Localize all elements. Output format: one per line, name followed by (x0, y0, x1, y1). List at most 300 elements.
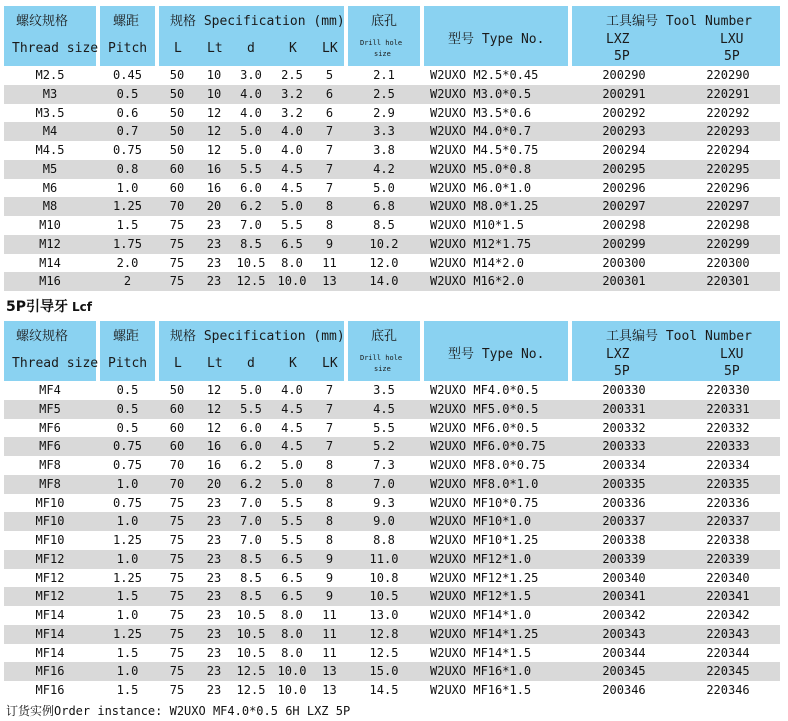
K-cell: 10.0 (277, 274, 307, 289)
type-no-cell: W2UXO MF8.0*1.0 (430, 476, 539, 491)
LK-cell: 11 (322, 608, 337, 622)
col-L: L (174, 41, 182, 56)
table-row (4, 437, 780, 456)
lxz-number-cell: 200291 (602, 86, 646, 101)
drill-hole-cell: 2.5 (373, 86, 395, 101)
col-K: K (289, 356, 297, 371)
table-row (4, 254, 780, 273)
Lt-cell: 23 (206, 626, 222, 641)
lxu-number-cell: 220301 (706, 274, 750, 289)
LK-cell: 9 (325, 551, 334, 566)
K-cell: 4.0 (281, 143, 303, 157)
thread-size-cell: MF8 (39, 458, 61, 472)
thread-size-cell: MF16 (35, 683, 65, 697)
pitch-cell: 1.0 (116, 551, 139, 566)
K-cell: 6.5 (281, 589, 303, 604)
lxu-number-cell: 220344 (706, 645, 750, 660)
lxz-number-cell: 200299 (602, 236, 646, 251)
drill-hole-cell: 5.0 (373, 180, 395, 195)
type-no-cell: W2UXO MF6.0*0.5 (430, 420, 539, 435)
d-cell: 12.5 (236, 683, 266, 697)
d-cell: 7.0 (240, 533, 262, 547)
lxz-number-cell: 200344 (602, 645, 646, 660)
d-cell: 7.0 (240, 218, 262, 232)
type-no-cell: W2UXO M8.0*1.25 (430, 199, 539, 214)
lxz-number-cell: 200297 (602, 199, 646, 214)
K-cell: 4.0 (281, 124, 303, 139)
d-cell: 5.5 (240, 401, 262, 416)
lxz-number-cell: 200300 (602, 255, 646, 270)
type-no-cell: W2UXO M10*1.5 (430, 218, 524, 232)
pitch-cell: 0.5 (116, 401, 139, 416)
thread-size-cell: MF6 (39, 420, 61, 435)
L-cell: 75 (169, 236, 185, 251)
type-no-cell: W2UXO M3.0*0.5 (430, 86, 532, 101)
drill-hole-cn: 底孔 (371, 329, 398, 344)
table-header (4, 321, 780, 381)
thread-size-en: Thread size (12, 356, 99, 371)
drill-hole-cell: 5.2 (373, 439, 395, 454)
lxz-number-cell: 200338 (602, 533, 646, 547)
lxz-number-cell: 200343 (602, 626, 646, 641)
LK-cell: 13 (322, 664, 337, 679)
drill-hole-cell: 10.2 (369, 236, 399, 251)
lxu-label: LXU (720, 347, 744, 362)
section-subtitle: Lcf (72, 300, 92, 314)
section-title (6, 296, 92, 316)
drill-hole-cell: 9.3 (373, 495, 395, 510)
lxz-number-cell: 200341 (602, 589, 646, 604)
type-no-cell: W2UXO M16*2.0 (430, 274, 524, 289)
Lt-cell: 23 (206, 608, 222, 622)
L-cell: 70 (169, 476, 185, 491)
lxz-number-cell: 200335 (602, 476, 646, 491)
drill-hole-cell: 14.0 (369, 274, 399, 289)
K-cell: 4.5 (281, 180, 303, 195)
lxz-number-cell: 200301 (602, 274, 646, 289)
lxz-number-cell: 200334 (602, 458, 646, 472)
Lt-cell: 10 (206, 68, 222, 82)
d-cell: 8.5 (240, 236, 262, 251)
thread-size-cell: MF12 (35, 570, 65, 585)
d-cell: 6.2 (240, 476, 262, 491)
drill-hole-cell: 8.8 (373, 533, 395, 547)
K-cell: 5.0 (281, 199, 303, 214)
table-row (4, 419, 780, 438)
drill-hole-size: size (374, 365, 391, 373)
type-no-cell: W2UXO M3.5*0.6 (430, 105, 532, 120)
lxu-number-cell: 220333 (706, 439, 750, 454)
lxu-number-cell: 220346 (706, 683, 750, 697)
lxz-number-cell: 200336 (602, 495, 646, 510)
d-cell: 8.5 (240, 589, 262, 604)
d-cell: 10.5 (236, 626, 266, 641)
table-row (4, 381, 780, 400)
thread-size-cell: MF14 (35, 626, 65, 641)
table-row (4, 644, 780, 663)
thread-size-cell: M10 (39, 218, 61, 232)
Lt-cell: 23 (206, 551, 222, 566)
type-no-cell: W2UXO MF16*1.5 (430, 683, 532, 697)
L-cell: 50 (169, 68, 185, 82)
table-row (4, 512, 780, 531)
L-cell: 75 (169, 683, 185, 697)
d-cell: 4.0 (240, 105, 262, 120)
drill-hole-cell: 6.8 (373, 199, 395, 214)
LK-cell: 7 (325, 180, 334, 195)
table-row (4, 122, 780, 141)
d-cell: 4.0 (240, 86, 262, 101)
pitch-en: Pitch (108, 41, 148, 56)
d-cell: 12.5 (236, 664, 266, 679)
Lt-cell: 16 (206, 458, 222, 472)
type-no-cell: W2UXO M6.0*1.0 (430, 180, 532, 195)
drill-hole-cell: 2.1 (373, 68, 395, 82)
lxz-number-cell: 200332 (602, 420, 646, 435)
LK-cell: 11 (322, 645, 337, 660)
thread-size-cell: M8 (42, 199, 58, 214)
K-cell: 4.5 (281, 401, 303, 416)
col-d: d (247, 41, 255, 56)
Lt-cell: 12 (206, 401, 222, 416)
pitch-cell: 1.25 (113, 570, 142, 585)
d-cell: 6.0 (240, 439, 262, 454)
lxu-number-cell: 220343 (706, 626, 750, 641)
d-cell: 12.5 (236, 274, 266, 289)
lxz-number-cell: 200333 (602, 439, 646, 454)
L-cell: 75 (169, 514, 185, 529)
table-row (4, 66, 780, 85)
d-cell: 7.0 (240, 495, 262, 510)
table-row (4, 216, 780, 235)
K-cell: 3.2 (281, 105, 303, 120)
drill-hole-cell: 15.0 (369, 664, 399, 679)
table-header (4, 6, 780, 66)
LK-cell: 8 (325, 495, 334, 510)
L-cell: 50 (169, 105, 185, 120)
d-cell: 5.0 (240, 143, 262, 157)
table-row (4, 104, 780, 123)
thread-size-cell: MF6 (39, 439, 61, 454)
lxu-number-cell: 220294 (706, 143, 750, 157)
lxu-number-cell: 220290 (706, 68, 750, 82)
pitch-cell: 1.0 (116, 514, 139, 529)
LK-cell: 5 (325, 68, 334, 82)
LK-cell: 9 (325, 236, 334, 251)
Lt-cell: 23 (206, 533, 222, 547)
pitch-cn: 螺距 (113, 14, 140, 29)
drill-hole-cell: 10.8 (369, 570, 399, 585)
LK-cell: 7 (325, 439, 334, 454)
K-cell: 8.0 (281, 645, 303, 660)
table-body (4, 381, 780, 700)
thread-size-cell: MF4 (39, 383, 61, 397)
pitch-cn: 螺距 (113, 329, 140, 344)
type-no: 型号 Type No. (448, 347, 545, 362)
pitch-cell: 1.25 (113, 626, 142, 641)
pitch-cell: 1.0 (116, 664, 139, 679)
d-cell: 10.5 (236, 608, 266, 622)
lxz-number-cell: 200296 (602, 180, 646, 195)
K-cell: 6.5 (281, 551, 303, 566)
lxz-number-cell: 200295 (602, 161, 646, 176)
lxu-number-cell: 220297 (706, 199, 750, 214)
pitch-cell: 0.8 (116, 161, 139, 176)
table-row (4, 606, 780, 625)
L-cell: 50 (169, 86, 185, 101)
type-no-cell: W2UXO MF16*1.0 (430, 664, 532, 679)
lxu-number-cell: 220338 (706, 533, 750, 547)
L-cell: 75 (169, 589, 185, 604)
spec-label: 规格 Specification (mm) (170, 14, 345, 29)
lxu-number-cell: 220334 (706, 458, 750, 472)
Lt-cell: 16 (206, 439, 222, 454)
K-cell: 10.0 (277, 683, 307, 697)
type-no-cell: W2UXO MF14*1.5 (430, 645, 532, 660)
LK-cell: 8 (325, 514, 334, 529)
table-row (4, 197, 780, 216)
thread-size-cell: MF8 (39, 476, 61, 491)
table-body (4, 66, 780, 291)
lxz-5p: 5P (614, 49, 630, 64)
Lt-cell: 12 (206, 124, 222, 139)
type-no-cell: W2UXO MF12*1.5 (430, 589, 532, 604)
pitch-cell: 0.5 (116, 383, 139, 397)
pitch-cell: 0.7 (116, 124, 139, 139)
pitch-cell: 0.45 (113, 68, 142, 82)
type-no-cell: W2UXO MF6.0*0.75 (430, 439, 546, 454)
lxu-number-cell: 220330 (706, 383, 750, 397)
thread-size-cell: M5 (42, 161, 58, 176)
pitch-cell: 1.0 (116, 608, 139, 622)
drill-hole-en: Drill hole (360, 354, 403, 362)
table-row (4, 681, 780, 700)
L-cell: 70 (169, 458, 185, 472)
drill-hole-cell: 9.0 (373, 514, 395, 529)
lxz-number-cell: 200292 (602, 105, 646, 120)
table-row (4, 179, 780, 198)
type-no-cell: W2UXO MF10*0.75 (430, 495, 539, 510)
type-no-cell: W2UXO MF12*1.0 (430, 551, 532, 566)
drill-hole-cell: 2.9 (373, 105, 395, 120)
drill-hole-cell: 5.5 (373, 420, 395, 435)
Lt-cell: 23 (206, 495, 222, 510)
LK-cell: 6 (325, 105, 334, 120)
lxu-label: LXU (720, 32, 744, 47)
lxu-number-cell: 220335 (706, 476, 750, 491)
lxu-number-cell: 220339 (706, 551, 750, 566)
type-no-cell: W2UXO MF10*1.0 (430, 514, 532, 529)
K-cell: 6.5 (281, 570, 303, 585)
lxu-number-cell: 220336 (706, 495, 750, 510)
drill-hole-size: size (374, 50, 391, 58)
Lt-cell: 23 (206, 570, 222, 585)
col-LK: LK (322, 41, 338, 56)
Lt-cell: 16 (206, 161, 222, 176)
thread-size-cell: M6 (42, 180, 58, 195)
LK-cell: 9 (325, 570, 334, 585)
thread-size-cell: MF10 (35, 533, 65, 547)
lxz-number-cell: 200342 (602, 608, 646, 622)
LK-cell: 13 (322, 274, 337, 289)
Lt-cell: 12 (206, 105, 222, 120)
Lt-cell: 23 (206, 645, 222, 660)
thread-size-cn: 螺纹规格 (16, 14, 69, 29)
L-cell: 75 (169, 664, 185, 679)
table-row (4, 569, 780, 588)
LK-cell: 7 (325, 420, 334, 435)
thread-size-cell: MF5 (39, 401, 61, 416)
L-cell: 75 (169, 255, 185, 270)
K-cell: 8.0 (281, 626, 303, 641)
Lt-cell: 23 (206, 218, 222, 232)
thread-size-cell: MF10 (35, 495, 65, 510)
type-no-cell: W2UXO MF10*1.25 (430, 533, 539, 547)
drill-hole-en: Drill hole (360, 39, 403, 47)
lxu-number-cell: 220341 (706, 589, 750, 604)
lxz-number-cell: 200331 (602, 401, 646, 416)
K-cell: 2.5 (281, 68, 303, 82)
section-title-cn: 5P引导牙 (6, 299, 69, 315)
d-cell: 8.5 (240, 570, 262, 585)
pitch-cell: 2 (123, 274, 132, 289)
pitch-cell: 1.5 (116, 218, 139, 232)
L-cell: 75 (169, 495, 185, 510)
spec-table-2 (4, 321, 780, 700)
K-cell: 4.5 (281, 420, 303, 435)
Lt-cell: 20 (206, 199, 222, 214)
thread-size-cell: MF16 (35, 664, 65, 679)
table-row (4, 160, 780, 179)
K-cell: 5.5 (281, 218, 303, 232)
thread-size-cell: M4 (42, 124, 58, 139)
lxz-number-cell: 200294 (602, 143, 646, 157)
LK-cell: 13 (322, 683, 337, 697)
lxu-number-cell: 220296 (706, 180, 750, 195)
LK-cell: 11 (322, 255, 337, 270)
type-no-cell: W2UXO M14*2.0 (430, 255, 524, 270)
Lt-cell: 12 (206, 420, 222, 435)
L-cell: 50 (169, 383, 185, 397)
table-row (4, 272, 780, 291)
col-L: L (174, 356, 182, 371)
LK-cell: 8 (325, 199, 334, 214)
LK-cell: 9 (325, 589, 334, 604)
pitch-cell: 0.75 (113, 439, 142, 454)
thread-size-cell: MF10 (35, 514, 65, 529)
L-cell: 60 (169, 401, 185, 416)
L-cell: 75 (169, 645, 185, 660)
K-cell: 10.0 (277, 664, 307, 679)
LK-cell: 7 (325, 401, 334, 416)
type-no-cell: W2UXO M4.5*0.75 (430, 143, 539, 157)
K-cell: 5.5 (281, 533, 303, 547)
col-Lt: Lt (207, 41, 223, 56)
pitch-cell: 1.5 (116, 589, 139, 604)
lxz-number-cell: 200290 (602, 68, 646, 82)
LK-cell: 7 (325, 161, 334, 176)
pitch-cell: 1.5 (116, 645, 139, 660)
L-cell: 60 (169, 180, 185, 195)
thread-size-cell: M12 (39, 236, 61, 251)
Lt-cell: 23 (206, 274, 222, 289)
type-no-cell: W2UXO M4.0*0.7 (430, 124, 532, 139)
lxu-number-cell: 220332 (706, 420, 750, 435)
LK-cell: 8 (325, 218, 334, 232)
d-cell: 3.0 (240, 68, 262, 82)
L-cell: 75 (169, 608, 185, 622)
col-K: K (289, 41, 297, 56)
lxu-number-cell: 220342 (706, 608, 750, 622)
col-Lt: Lt (207, 356, 223, 371)
K-cell: 8.0 (281, 255, 303, 270)
lxu-number-cell: 220291 (706, 86, 750, 101)
pitch-cell: 0.5 (116, 420, 139, 435)
K-cell: 5.5 (281, 514, 303, 529)
table-row (4, 456, 780, 475)
type-no-cell: W2UXO MF5.0*0.5 (430, 401, 539, 416)
lxz-number-cell: 200345 (602, 664, 646, 679)
Lt-cell: 10 (206, 86, 222, 101)
drill-hole-cell: 10.5 (369, 589, 399, 604)
type-no: 型号 Type No. (448, 32, 545, 47)
Lt-cell: 12 (206, 383, 222, 397)
pitch-cell: 1.25 (113, 533, 142, 547)
pitch-cell: 0.5 (116, 86, 139, 101)
tool-number: 工具编号 Tool Number (606, 329, 752, 344)
lxz-number-cell: 200339 (602, 551, 646, 566)
K-cell: 4.5 (281, 439, 303, 454)
d-cell: 10.5 (236, 645, 266, 660)
d-cell: 6.0 (240, 420, 262, 435)
spec-label: 规格 Specification (mm) (170, 329, 345, 344)
pitch-cell: 1.0 (116, 476, 139, 491)
Lt-cell: 23 (206, 683, 222, 697)
Lt-cell: 23 (206, 514, 222, 529)
K-cell: 5.0 (281, 458, 303, 472)
lxu-5p: 5P (724, 49, 740, 64)
thread-size-cell: MF12 (35, 551, 65, 566)
type-no-cell: W2UXO MF12*1.25 (430, 570, 539, 585)
lxu-number-cell: 220345 (706, 664, 750, 679)
thread-size-cell: MF12 (35, 589, 65, 604)
drill-hole-cell: 11.0 (369, 551, 399, 566)
Lt-cell: 23 (206, 589, 222, 604)
pitch-cell: 0.75 (113, 143, 142, 157)
L-cell: 50 (169, 124, 185, 139)
L-cell: 75 (169, 533, 185, 547)
thread-size-cell: M14 (39, 255, 61, 270)
K-cell: 4.5 (281, 161, 303, 176)
LK-cell: 8 (325, 476, 334, 491)
L-cell: 75 (169, 551, 185, 566)
thread-size-cn: 螺纹规格 (16, 329, 69, 344)
K-cell: 4.0 (281, 383, 303, 397)
lxz-number-cell: 200330 (602, 383, 646, 397)
drill-hole-cell: 8.5 (373, 218, 395, 232)
L-cell: 75 (169, 274, 185, 289)
d-cell: 5.0 (240, 383, 262, 397)
type-no-cell: W2UXO M5.0*0.8 (430, 161, 532, 176)
K-cell: 5.0 (281, 476, 303, 491)
pitch-cell: 0.6 (116, 105, 139, 120)
d-cell: 6.2 (240, 199, 262, 214)
lxz-number-cell: 200346 (602, 683, 646, 697)
LK-cell: 7 (325, 383, 334, 397)
pitch-cell: 1.0 (116, 180, 139, 195)
type-no-cell: W2UXO M2.5*0.45 (430, 68, 539, 82)
Lt-cell: 12 (206, 143, 222, 157)
